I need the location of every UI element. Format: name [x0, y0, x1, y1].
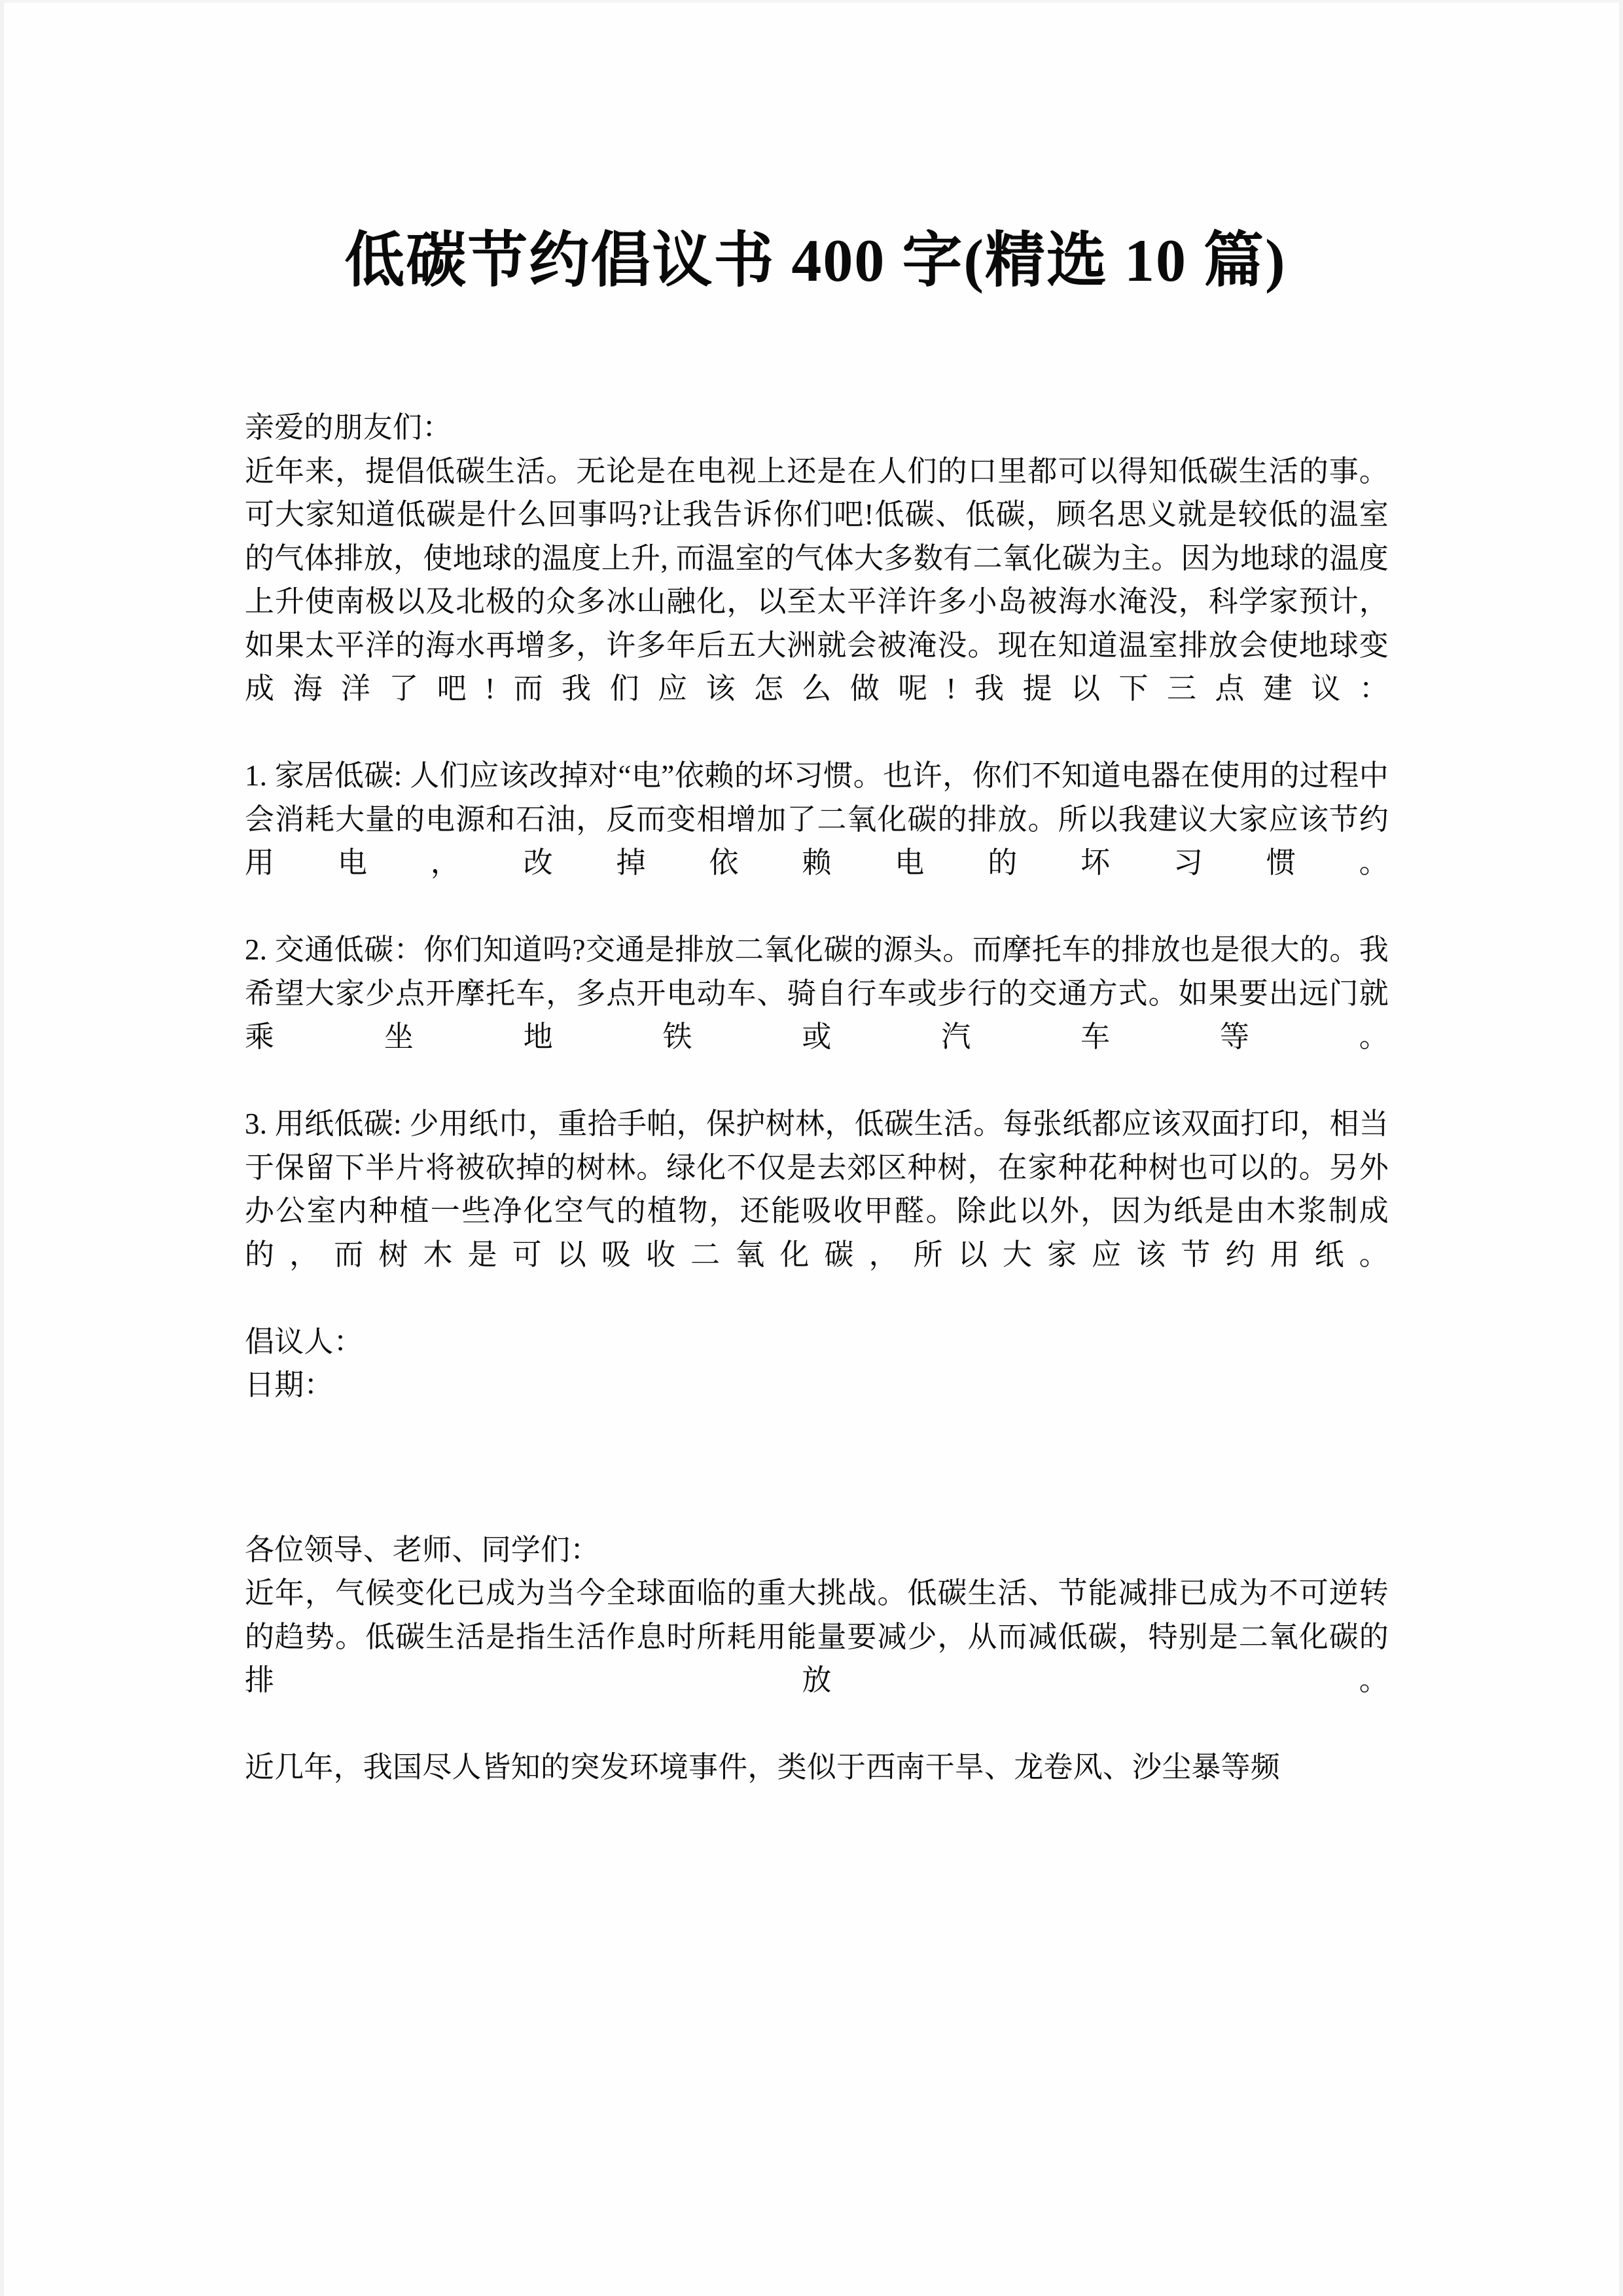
document-body	[245, 406, 1389, 1789]
paragraph: 近年，气候变化已成为当今全球面临的重大挑战。低碳生活、节能减排已成为不可逆转的趋势。低碳生活是指生活作息时所耗用能量要减少，从而减低碳，特别是二氧化碳的排放。	[245, 1577, 1389, 1696]
paragraph: 2. 交通低碳：你们知道吗?交通是排放二氧化碳的源头。而摩托车的排放也是很大的。我希望大家少点开摩托车，多点开电动车、骑自行车或步行的交通方式。如果要出远门就乘坐地铁或汽车等。	[245, 933, 1389, 1053]
page-title: 低碳节约倡议书 400 字(精选 10 篇)	[344, 226, 1287, 294]
paragraph: 1. 家居低碳: 人们应该改掉对“电”依赖的坏习惯。也许，你们不知道电器在使用的过程中会消耗大量的电源和石油，反而变相增加了二氧化碳的排放。所以我建议大家应该节约用电，改掉依赖电的坏习惯。	[245, 759, 1389, 879]
paragraph: 3. 用纸低碳: 少用纸巾，重拾手帕，保护树林，低碳生活。每张纸都应该双面打印，相当于保留下半片将被砍掉的树林。绿化不仅是去郊区种树，在家种花种树也可以的。另外办公室内种植一些净化空气的植物，还能吸收甲醛。除此以外，因为纸是由木浆制成的，而树木是可以吸收二氧化碳，所以大家应该节约用纸。	[245, 1107, 1389, 1271]
essay-section-2	[245, 1528, 1389, 1789]
section-divider-space	[245, 1407, 1389, 1528]
salutation: 亲爱的朋友们：	[245, 411, 452, 444]
essay-section-1	[245, 406, 1389, 1407]
salutation: 各位领导、老师、同学们：	[245, 1533, 600, 1566]
signature-proposer-line: 倡议人：	[245, 1325, 363, 1358]
signature-date-line: 日期：	[245, 1369, 334, 1401]
paragraph: 近年来，提倡低碳生活。无论是在电视上还是在人们的口里都可以得知低碳生活的事。可大家知道低碳是什么回事吗?让我告诉你们吧!低碳、低碳，顾名思义就是较低的温室的气体排放，使地球的温度上升, 而温室的气体大多数有二氧化碳为主。因为地球的温度上升使南极以及北极的众多冰山融化，以至太平洋许多小岛被海水淹没，科学家预计，如果太平洋的海水再增多，许多年后五大洲就会被淹没。现在知道温室排放会使地球变成海洋了吧!而我们应该怎么做呢!我提以下三点建议：	[245, 454, 1389, 705]
paragraph: 近几年，我国尽人皆知的突发环境事件，类似于西南干旱、龙卷风、沙尘暴等频	[245, 1751, 1281, 1784]
